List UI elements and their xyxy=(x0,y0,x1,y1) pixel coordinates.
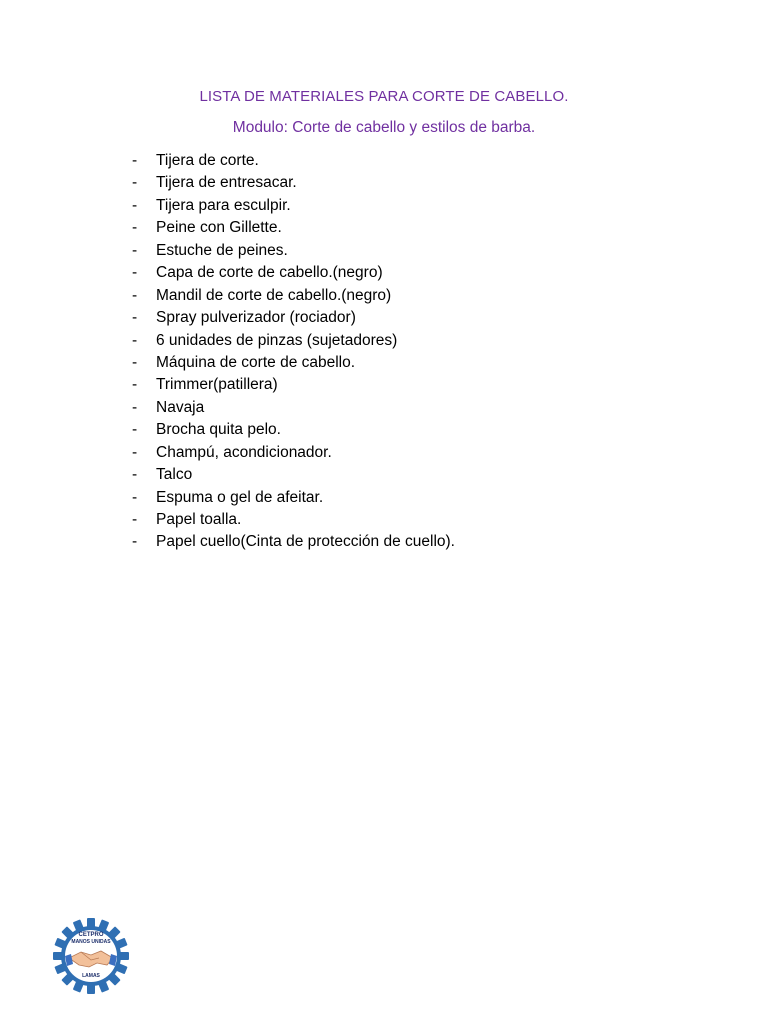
bullet-dash: - xyxy=(132,219,138,237)
logo-line3: LAMAS xyxy=(82,973,100,979)
bullet-dash: - xyxy=(132,398,138,416)
materials-list xyxy=(132,150,455,554)
bullet-dash: - xyxy=(132,152,138,169)
bullet-dash: - xyxy=(132,443,138,461)
subtitle-text: Modulo: Corte de cabello y estilos de barba. xyxy=(232,119,536,136)
bullet-dash: - xyxy=(132,241,138,259)
list-item xyxy=(132,352,455,374)
bullet-dash: - xyxy=(132,174,138,192)
list-item-text: Papel toalla. xyxy=(156,511,242,528)
bullet-dash: - xyxy=(132,376,138,394)
list-item xyxy=(132,285,455,307)
list-item-text: Trimmer(patillera) xyxy=(156,376,278,394)
list-item xyxy=(132,531,455,553)
bullet-dash: - xyxy=(132,286,138,304)
list-item-text: Espuma o gel de afeitar. xyxy=(156,488,324,506)
bullet-dash: - xyxy=(132,421,138,439)
bullet-dash: - xyxy=(132,264,138,282)
list-item xyxy=(132,195,455,217)
bullet-dash: - xyxy=(132,353,138,371)
list-item xyxy=(132,464,455,486)
list-item-text: Navaja xyxy=(156,398,205,416)
list-item xyxy=(132,442,455,464)
list-item-text: Peine con Gillette. xyxy=(156,219,282,237)
bullet-dash: - xyxy=(132,466,138,484)
list-item xyxy=(132,217,455,239)
list-item-text: Máquina de corte de cabello. xyxy=(156,353,356,371)
bullet-dash: - xyxy=(132,196,138,214)
list-item xyxy=(132,397,455,419)
bullet-dash: - xyxy=(132,309,138,327)
list-item xyxy=(132,150,455,172)
list-item-text: Brocha quita pelo. xyxy=(156,421,281,439)
list-item-text: Papel cuello(Cinta de protección de cuello). xyxy=(156,533,455,551)
list-item-text: Talco xyxy=(156,466,193,484)
bullet-dash: - xyxy=(132,488,138,506)
list-item-text: Tijera de entresacar. xyxy=(156,174,297,192)
list-item-text: Mandil de corte de cabello.(negro) xyxy=(156,286,392,304)
list-item xyxy=(132,487,455,509)
document-subtitle xyxy=(0,119,768,137)
bullet-dash: - xyxy=(132,533,138,551)
list-item-text: Champú, acondicionador. xyxy=(156,443,332,461)
bullet-dash: - xyxy=(132,511,138,528)
list-item xyxy=(132,509,455,531)
cetpro-logo xyxy=(53,918,129,994)
list-item-text: Capa de corte de cabello.(negro) xyxy=(156,264,383,282)
bullet-dash: - xyxy=(132,331,138,349)
list-item-text: Tijera para esculpir. xyxy=(156,196,291,214)
list-item xyxy=(132,262,455,284)
logo-line1: CETPRO xyxy=(78,932,104,938)
list-item xyxy=(132,307,455,329)
list-item xyxy=(132,172,455,194)
list-item-text: Spray pulverizador (rociador) xyxy=(156,309,356,327)
list-item xyxy=(132,240,455,262)
list-item-text: Estuche de peines. xyxy=(156,241,288,259)
list-item-text: Tijera de corte. xyxy=(156,152,259,169)
list-item xyxy=(132,330,455,352)
logo-line2: MANOS UNIDAS xyxy=(71,939,111,945)
list-item xyxy=(132,374,455,396)
list-item-text: 6 unidades de pinzas (sujetadores) xyxy=(156,331,398,349)
document-title: LISTA DE MATERIALES PARA CORTE DE CABELLO. xyxy=(199,88,569,105)
list-item xyxy=(132,419,455,441)
